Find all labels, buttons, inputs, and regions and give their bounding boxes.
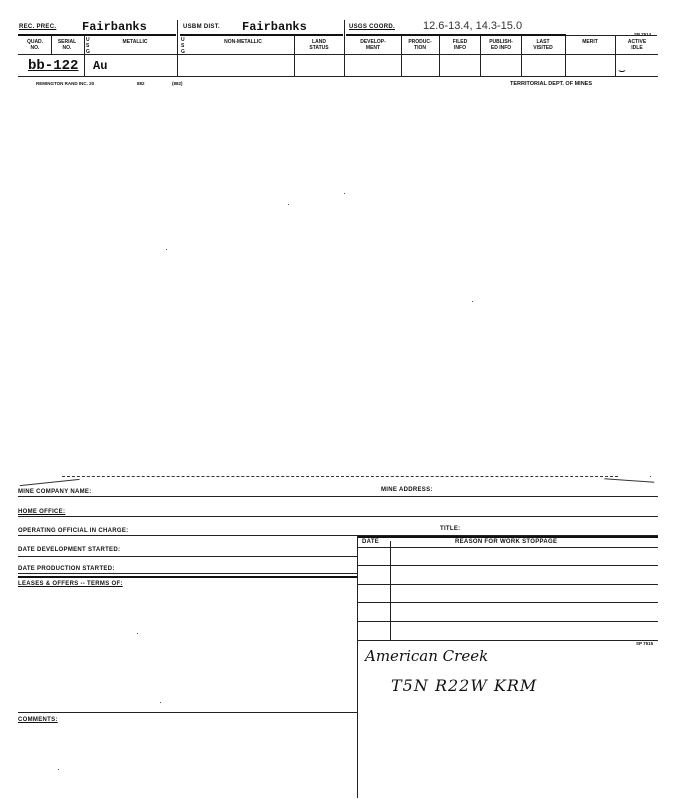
stoppage-row xyxy=(357,640,658,641)
metallic-value: Au xyxy=(93,59,108,73)
row-rule xyxy=(18,556,358,557)
comments-label: COMMENTS: xyxy=(18,717,58,723)
mine-company-name-label: MINE COMPANY NAME: xyxy=(18,489,92,495)
operating-official-label: OPERATING OFFICIAL IN CHARGE: xyxy=(18,528,129,534)
usgs-coord-label: USGS COORD. xyxy=(349,24,395,30)
form-number-top: SP 7514 xyxy=(634,32,652,37)
scan-speck xyxy=(344,193,345,194)
card-top-edge xyxy=(62,476,618,477)
col-divider xyxy=(401,36,402,76)
reason-header: REASON FOR WORK STOPPAGE xyxy=(455,539,558,545)
leases-offers-label: LEASES & OFFERS -- TERMS OF: xyxy=(18,581,123,587)
row-rule-bold xyxy=(18,576,358,578)
header-rule-left xyxy=(18,34,176,36)
date-development-label: DATE DEVELOPMENT STARTED: xyxy=(18,547,121,553)
col-production: PRODUC- TION xyxy=(408,39,432,51)
date-header: DATE xyxy=(362,539,380,545)
footer-left: REMINGTON RAND INC. 20 xyxy=(36,81,95,86)
stoppage-row xyxy=(357,602,658,603)
stoppage-row xyxy=(357,584,658,585)
card-corner-edge xyxy=(604,478,655,490)
row-rule xyxy=(18,516,658,517)
active-idle-checkmark: ⌣ xyxy=(618,63,626,77)
header-rule-mid xyxy=(180,34,343,36)
col-filed-info: FILED INFO xyxy=(452,39,468,51)
usbm-dist-label: USBM DIST. xyxy=(183,24,221,30)
title-label: TITLE: xyxy=(440,526,461,532)
col-land-status: LAND STATUS xyxy=(309,39,329,51)
col-divider xyxy=(480,36,481,76)
footer-code2: (882) xyxy=(172,81,183,86)
col-last-visited: LAST VISITED xyxy=(533,39,553,51)
rec-prec-label: REC. PREC. xyxy=(19,24,57,30)
col-divider xyxy=(177,20,178,76)
col-divider xyxy=(615,36,616,76)
stoppage-date-divider xyxy=(390,541,391,641)
col-divider xyxy=(344,20,345,76)
col-divider xyxy=(565,36,566,76)
home-office-label: HOME OFFICE: xyxy=(18,509,66,515)
header-rule-right xyxy=(346,34,566,36)
row-bottom-rule xyxy=(18,76,658,77)
col-merit: MERIT xyxy=(582,39,598,45)
col-divider xyxy=(521,36,522,76)
form-number-bottom: SP 7515 xyxy=(636,641,654,646)
col-published-info: PUBLISH- ED INFO xyxy=(489,39,513,51)
handwritten-location: American Creek xyxy=(365,647,489,665)
col-usg-metallic: U S G xyxy=(86,37,90,55)
scan-speck xyxy=(166,249,167,250)
row-rule xyxy=(18,573,358,574)
column-header-rule xyxy=(18,54,658,55)
stoppage-top-rule xyxy=(358,536,658,538)
col-divider xyxy=(84,36,85,76)
row-rule xyxy=(18,496,658,497)
rec-prec-value: Fairbanks xyxy=(82,20,147,34)
scan-speck xyxy=(58,769,59,770)
row-rule xyxy=(18,712,358,713)
stoppage-row xyxy=(357,547,658,548)
col-quad-no: QUAD. NO. xyxy=(26,39,44,51)
footer-right: TERRITORIAL DEPT. OF MINES xyxy=(510,81,592,87)
col-development: DEVELOP- MENT xyxy=(360,39,386,51)
col-divider xyxy=(294,36,295,76)
col-active-idle: ACTIVE IDLE xyxy=(627,39,647,51)
stoppage-row xyxy=(357,621,658,622)
quad-serial-value: bb-122 xyxy=(28,58,79,74)
col-non-metallic: NON-METALLIC xyxy=(224,39,262,45)
usbm-dist-value: Fairbanks xyxy=(242,20,307,34)
col-metallic: METALLIC xyxy=(122,39,148,45)
header-rule-end xyxy=(566,35,657,36)
col-usg-nonmetallic: U S G xyxy=(181,37,185,55)
usgs-coord-value: 12.6-13.4, 14.3-15.0 xyxy=(423,20,523,32)
col-serial-no: SERIAL NO. xyxy=(57,39,77,51)
scan-speck xyxy=(160,702,161,703)
stoppage-row xyxy=(357,565,658,566)
scan-speck xyxy=(137,633,138,634)
stoppage-left-border xyxy=(357,536,358,798)
footer-code1: 882 xyxy=(137,81,145,86)
date-production-label: DATE PRODUCTION STARTED: xyxy=(18,566,115,572)
mine-address-label: MINE ADDRESS: xyxy=(381,487,433,493)
scan-speck xyxy=(472,301,473,302)
handwritten-township: T5N R22W KRM xyxy=(391,676,538,695)
scan-speck xyxy=(650,476,651,477)
col-divider xyxy=(51,36,52,55)
scan-speck xyxy=(288,204,289,205)
col-divider xyxy=(439,36,440,76)
